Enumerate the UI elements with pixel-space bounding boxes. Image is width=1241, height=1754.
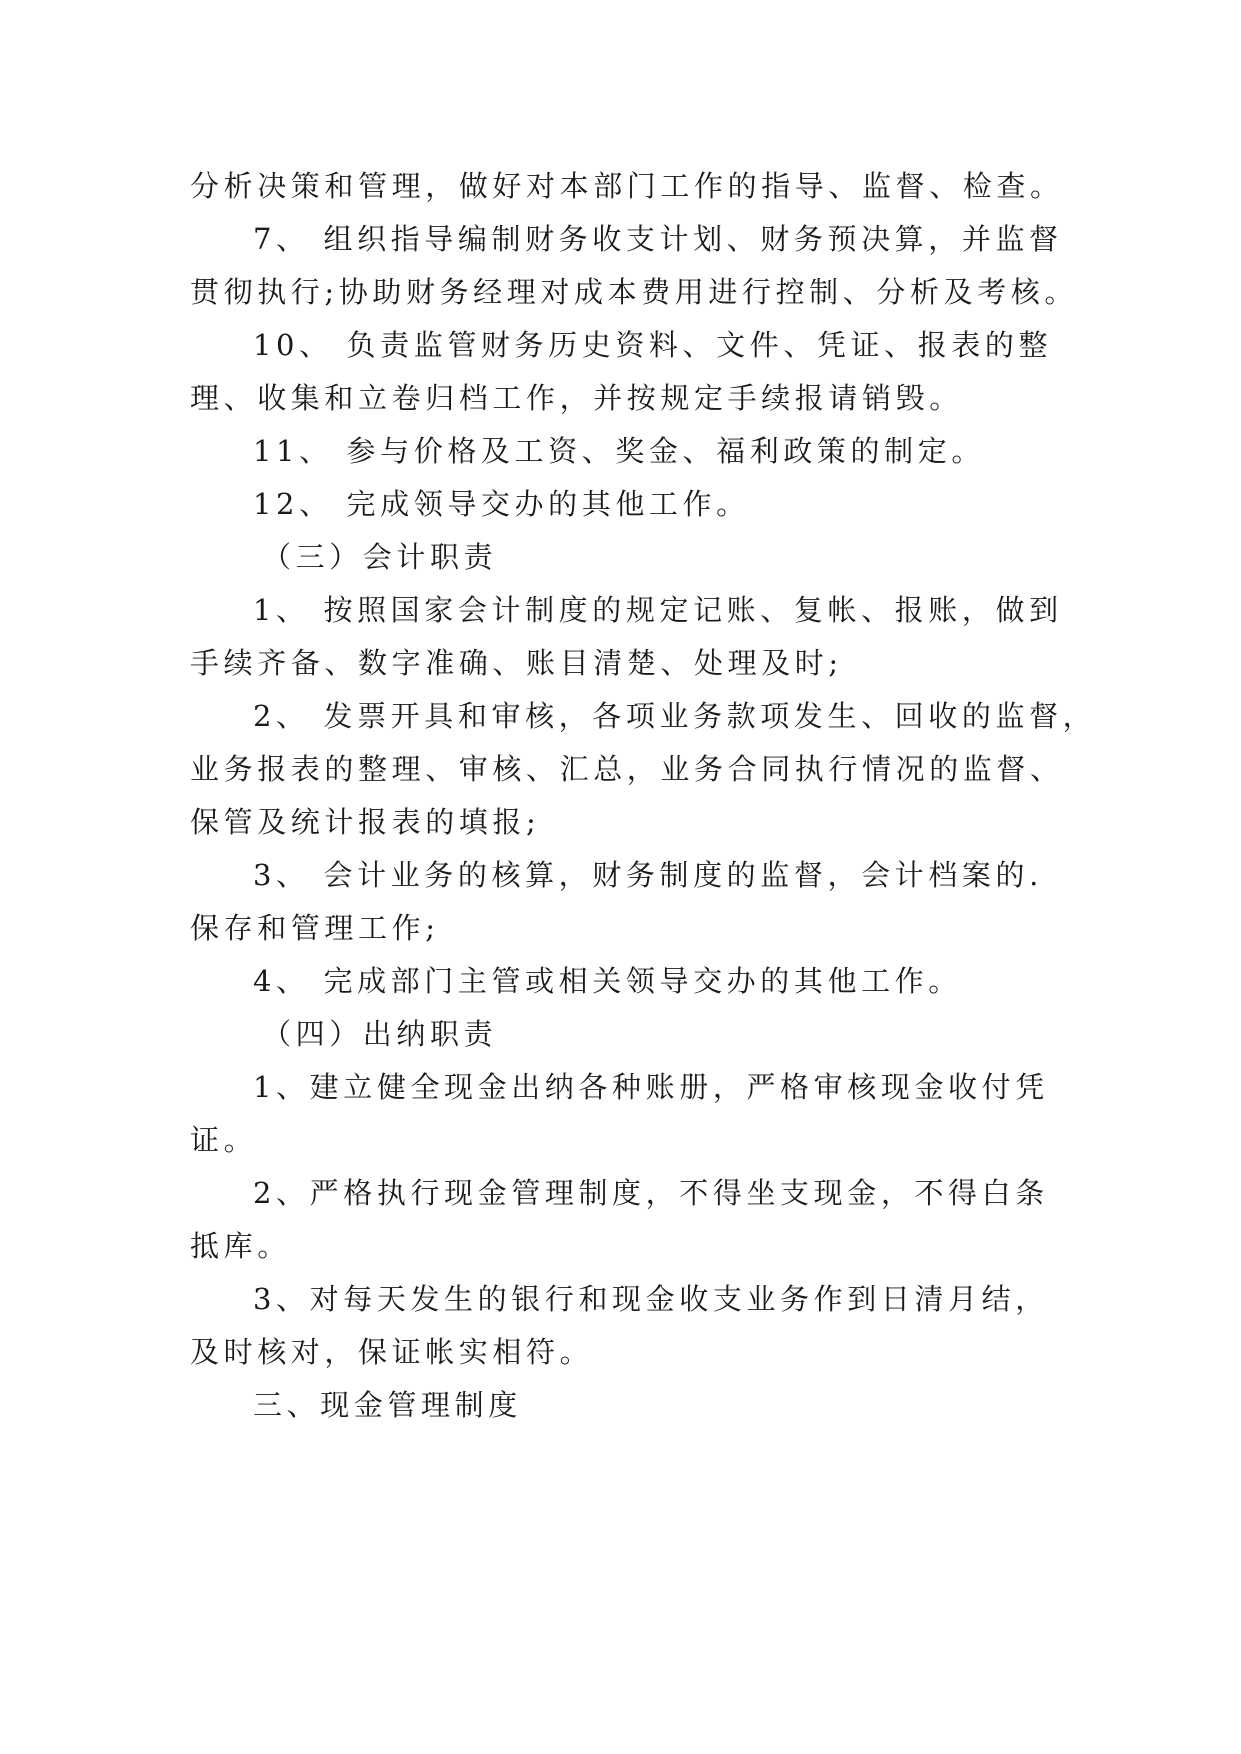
section-heading-accounting: （三）会计职责 — [262, 540, 498, 574]
accounting-item-3-line-2: 保存和管理工作; — [190, 911, 440, 945]
accounting-item-1-line-2: 手续齐备、数字准确、账目清楚、处理及时; — [190, 646, 843, 680]
item-7-line-1: 7、 组织指导编制财务收支计划、财务预决算，并监督 — [253, 222, 1063, 256]
accounting-item-3-line-1: 3、 会计业务的核算，财务制度的监督，会计档案的. — [253, 858, 1043, 892]
section-heading-cash-management: 三、现金管理制度 — [253, 1388, 522, 1422]
cashier-item-1-line-1: 1、建立健全现金出纳各种账册，严格审核现金收付凭 — [253, 1070, 1049, 1104]
section-heading-cashier: （四）出纳职责 — [262, 1017, 498, 1051]
item-10-line-1: 10、 负责监管财务历史资料、文件、凭证、报表的整 — [253, 328, 1053, 362]
paragraph-continuation-line: 分析决策和管理，做好对本部门工作的指导、监督、检查。 — [190, 169, 1064, 203]
cashier-item-2-line-2: 抵库。 — [190, 1229, 291, 1263]
accounting-item-4-line: 4、 完成部门主管或相关领导交办的其他工作。 — [253, 964, 962, 998]
cashier-item-3-line-1: 3、对每天发生的银行和现金收支业务作到日清月结， — [253, 1282, 1049, 1316]
item-12-line: 12、 完成领导交办的其他工作。 — [253, 487, 750, 521]
item-11-line: 11、 参与价格及工资、奖金、福利政策的制定。 — [253, 434, 985, 468]
item-7-line-2: 贯彻执行;协助财务经理对成本费用进行控制、分析及考核。 — [190, 275, 1078, 309]
accounting-item-2-line-1: 2、 发票开具和审核，各项业务款项发生、回收的监督， — [253, 699, 1097, 733]
cashier-item-1-line-2: 证。 — [190, 1123, 258, 1157]
accounting-item-2-line-2: 业务报表的整理、审核、汇总，业务合同执行情况的监督、 — [190, 752, 1064, 786]
accounting-item-1-line-1: 1、 按照国家会计制度的规定记账、复帐、报账，做到 — [253, 593, 1063, 627]
cashier-item-3-line-2: 及时核对，保证帐实相符。 — [190, 1335, 594, 1369]
cashier-item-2-line-1: 2、严格执行现金管理制度，不得坐支现金，不得白条 — [253, 1176, 1049, 1210]
item-10-line-2: 理、收集和立卷归档工作，并按规定手续报请销毁。 — [190, 381, 963, 415]
accounting-item-2-line-3: 保管及统计报表的填报; — [190, 805, 541, 839]
